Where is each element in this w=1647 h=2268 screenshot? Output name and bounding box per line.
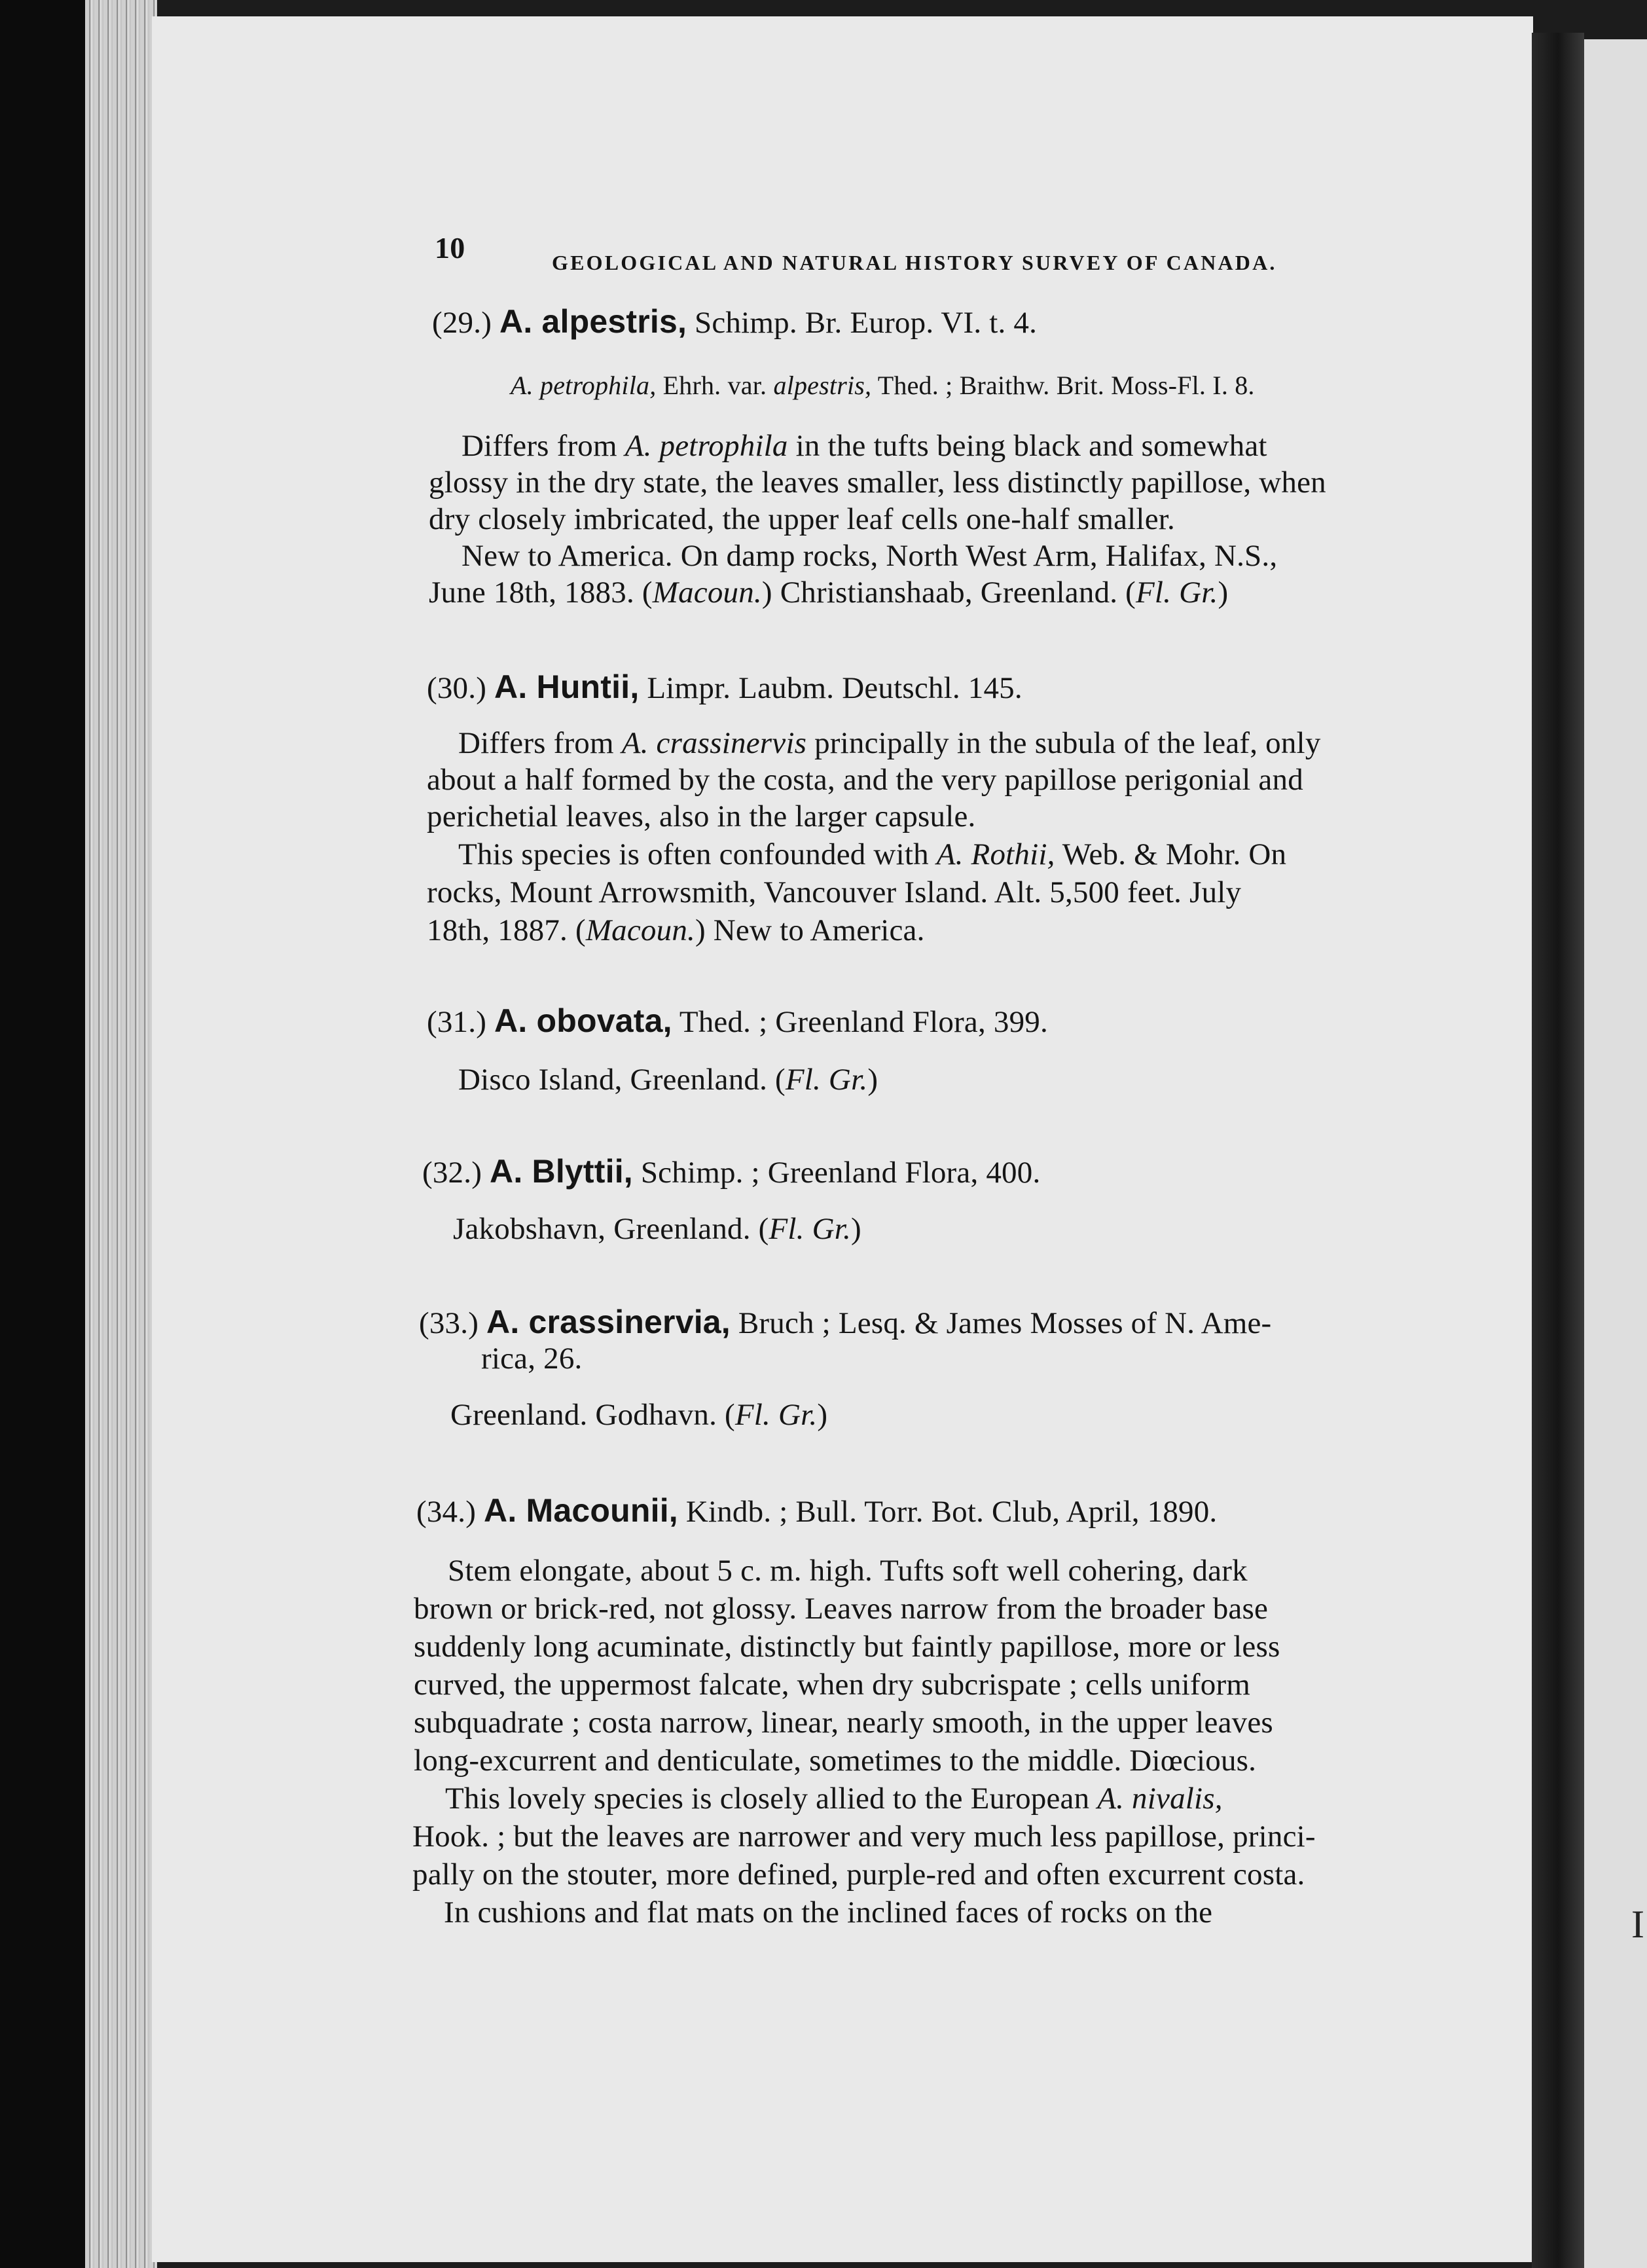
entry-30-line: This species is often confounded with A. Rothii, Web. & Mohr. On — [458, 837, 1287, 871]
entry-29-heading — [432, 302, 1037, 342]
book-gutter — [1532, 33, 1584, 2268]
entry-30-line: rocks, Mount Arrowsmith, Vancouver Island. Alt. 5,500 feet. July — [427, 875, 1242, 909]
entry-31-locality: Disco Island, Greenland. (Fl. Gr.) — [458, 1063, 878, 1097]
entry-30-line: about a half formed by the costa, and the very papillose perigonial and — [427, 763, 1303, 797]
species-name: A. Huntii, — [494, 668, 640, 705]
page-number: 10 — [435, 231, 465, 265]
entry-34-line: suddenly long acuminate, distinctly but faintly papillose, more or less — [414, 1630, 1280, 1664]
species-name: A. alpestris, — [499, 303, 687, 340]
entry-32-locality: Jakobshavn, Greenland. (Fl. Gr.) — [453, 1212, 861, 1246]
entry-29-synonym: A. petrophila, Ehrh. var. alpestris, Thed. ; Braithw. Brit. Moss-Fl. I. 8. — [511, 371, 1255, 400]
entry-29-line: Differs from A. petrophila in the tufts being black and somewhat — [462, 429, 1267, 463]
entry-29-line: New to America. On damp rocks, North West Arm, Halifax, N.S., — [462, 539, 1278, 573]
species-name: A. Blyttii, — [490, 1153, 633, 1190]
entry-30-line: 18th, 1887. (Macoun.) New to America. — [427, 913, 925, 947]
entry-34-line: Stem elongate, about 5 c. m. high. Tufts soft well cohering, dark — [448, 1554, 1248, 1588]
citation: Schimp. ; Greenland Flora, 400. — [640, 1156, 1041, 1190]
book-page-edges — [85, 0, 157, 2268]
entry-33-citation-cont: rica, 26. — [481, 1342, 583, 1376]
adjacent-page-glyph: I — [1631, 1903, 1644, 1946]
running-title: GEOLOGICAL AND NATURAL HISTORY SURVEY OF CANADA. — [552, 251, 1277, 274]
entry-33-heading — [419, 1303, 1271, 1342]
entry-34-line: long-excurrent and denticulate, sometimes to the middle. Diœcious. — [414, 1744, 1257, 1778]
citation: Limpr. Laubm. Deutschl. 145. — [647, 671, 1023, 705]
entry-30-heading — [427, 668, 1023, 707]
species-name: A. crassinervia, — [486, 1304, 731, 1340]
species-name: A. Macounii, — [484, 1492, 678, 1529]
entry-number: (31.) — [427, 1005, 487, 1039]
entry-34-line: This lovely species is closely allied to the European A. nivalis, — [445, 1782, 1223, 1816]
citation: Thed. ; Greenland Flora, 399. — [679, 1005, 1048, 1039]
entry-number: (34.) — [416, 1495, 477, 1529]
citation: Kindb. ; Bull. Torr. Bot. Club, April, 1890. — [685, 1495, 1218, 1529]
entry-29-line: dry closely imbricated, the upper leaf cells one-half smaller. — [429, 502, 1175, 536]
species-name: A. obovata, — [494, 1002, 672, 1039]
entry-34-line: curved, the uppermost falcate, when dry subcrispate ; cells uniform — [414, 1668, 1251, 1702]
entry-30-line: Differs from A. crassinervis principally in the subula of the leaf, only — [458, 726, 1321, 760]
entry-number: (32.) — [422, 1156, 482, 1190]
entry-number: (30.) — [427, 671, 487, 705]
entry-34-line: In cushions and flat mats on the inclined faces of rocks on the — [444, 1895, 1213, 1930]
entry-number: (33.) — [419, 1306, 479, 1340]
entry-31-heading — [427, 1002, 1048, 1041]
entry-32-heading — [422, 1152, 1040, 1192]
entry-34-line: subquadrate ; costa narrow, linear, nearly smooth, in the upper leaves — [414, 1706, 1273, 1740]
entry-29-line: glossy in the dry state, the leaves smaller, less distinctly papillose, when — [429, 466, 1326, 500]
entry-34-heading — [416, 1491, 1217, 1531]
citation: Schimp. Br. Europ. VI. t. 4. — [695, 306, 1038, 340]
entry-33-locality: Greenland. Godhavn. (Fl. Gr.) — [450, 1398, 828, 1432]
entry-34-line: Hook. ; but the leaves are narrower and very much less papillose, princi- — [412, 1820, 1316, 1854]
entry-29-line: June 18th, 1883. (Macoun.) Christianshaab, Greenland. (Fl. Gr.) — [429, 576, 1229, 610]
scan-border-left — [0, 0, 85, 2268]
entry-30-line: perichetial leaves, also in the larger capsule. — [427, 799, 976, 833]
entry-34-line: pally on the stouter, more defined, purple-red and often excurrent costa. — [412, 1857, 1305, 1892]
citation: Bruch ; Lesq. & James Mosses of N. Ame- — [738, 1306, 1272, 1340]
entry-34-line: brown or brick-red, not glossy. Leaves narrow from the broader base — [414, 1592, 1269, 1626]
entry-number: (29.) — [432, 306, 492, 340]
